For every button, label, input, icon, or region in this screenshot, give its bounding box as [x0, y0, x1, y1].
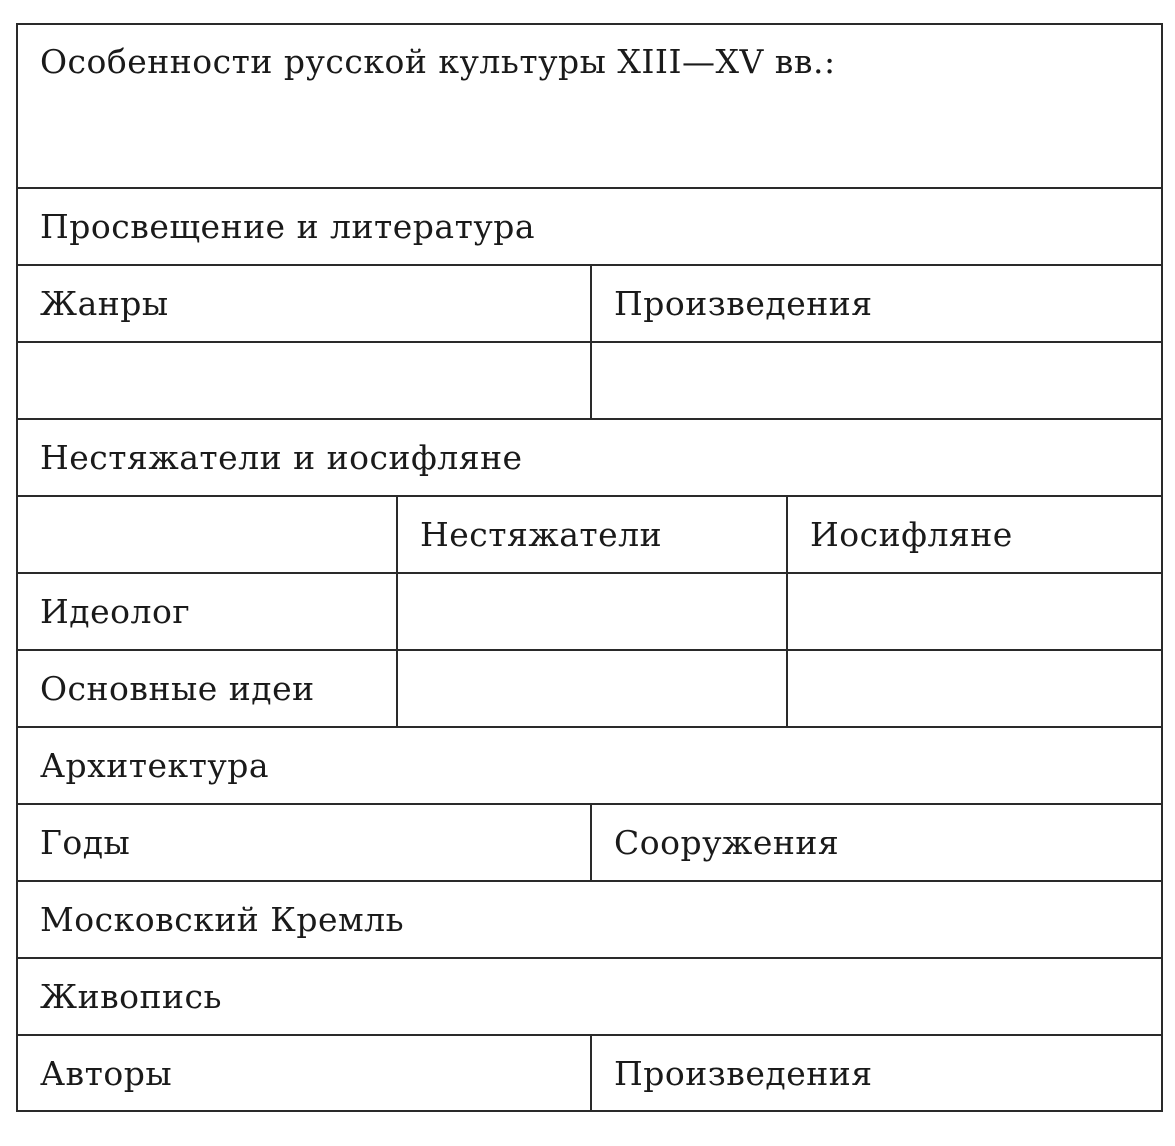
section-enlightenment-row — [18, 187, 1161, 264]
section-movements-row — [18, 418, 1161, 495]
column-header-works: Произведения — [590, 266, 1161, 341]
architecture-header-row — [18, 803, 1161, 880]
section-heading-movements: Нестяжатели и иосифляне — [40, 438, 523, 477]
blank-cell-works[interactable] — [590, 343, 1161, 418]
movements-ideologist-row — [18, 572, 1161, 649]
blank-cell-genres[interactable] — [18, 343, 590, 418]
blank-corner-cell — [18, 497, 396, 572]
section-architecture-row — [18, 726, 1161, 803]
movements-header-row — [18, 495, 1161, 572]
column-header-painting-works: Произведения — [590, 1036, 1161, 1110]
blank-cell-ideas-non-possessors[interactable] — [396, 651, 786, 726]
architecture-kremlin-row — [18, 880, 1161, 957]
section-painting-row — [18, 957, 1161, 1034]
painting-header-row — [18, 1034, 1161, 1110]
column-header-josephites: Иосифляне — [786, 497, 1161, 572]
table-title: Особенности русской культуры XIII—XV вв.: — [40, 42, 836, 81]
enlightenment-header-row — [18, 264, 1161, 341]
movements-main-ideas-row — [18, 649, 1161, 726]
blank-cell-ideologist-josephites[interactable] — [786, 574, 1161, 649]
title-row — [18, 25, 1161, 187]
blank-cell-ideologist-non-possessors[interactable] — [396, 574, 786, 649]
column-header-non-possessors: Нестяжатели — [396, 497, 786, 572]
section-heading-enlightenment: Просвещение и литература — [40, 207, 536, 246]
blank-cell-ideas-josephites[interactable] — [786, 651, 1161, 726]
column-header-authors: Авторы — [40, 1053, 173, 1093]
worksheet-table — [16, 23, 1163, 1112]
column-header-buildings: Сооружения — [590, 805, 1161, 880]
column-header-genres: Жанры — [40, 284, 169, 323]
enlightenment-blank-row — [18, 341, 1161, 418]
row-label-kremlin: Московский Кремль — [40, 900, 405, 939]
section-heading-architecture: Архитектура — [40, 746, 270, 785]
row-label-main-ideas: Основные идеи — [40, 669, 315, 708]
column-header-years: Годы — [40, 823, 131, 862]
section-heading-painting: Живопись — [40, 977, 222, 1016]
row-label-ideologist: Идеолог — [40, 592, 191, 631]
